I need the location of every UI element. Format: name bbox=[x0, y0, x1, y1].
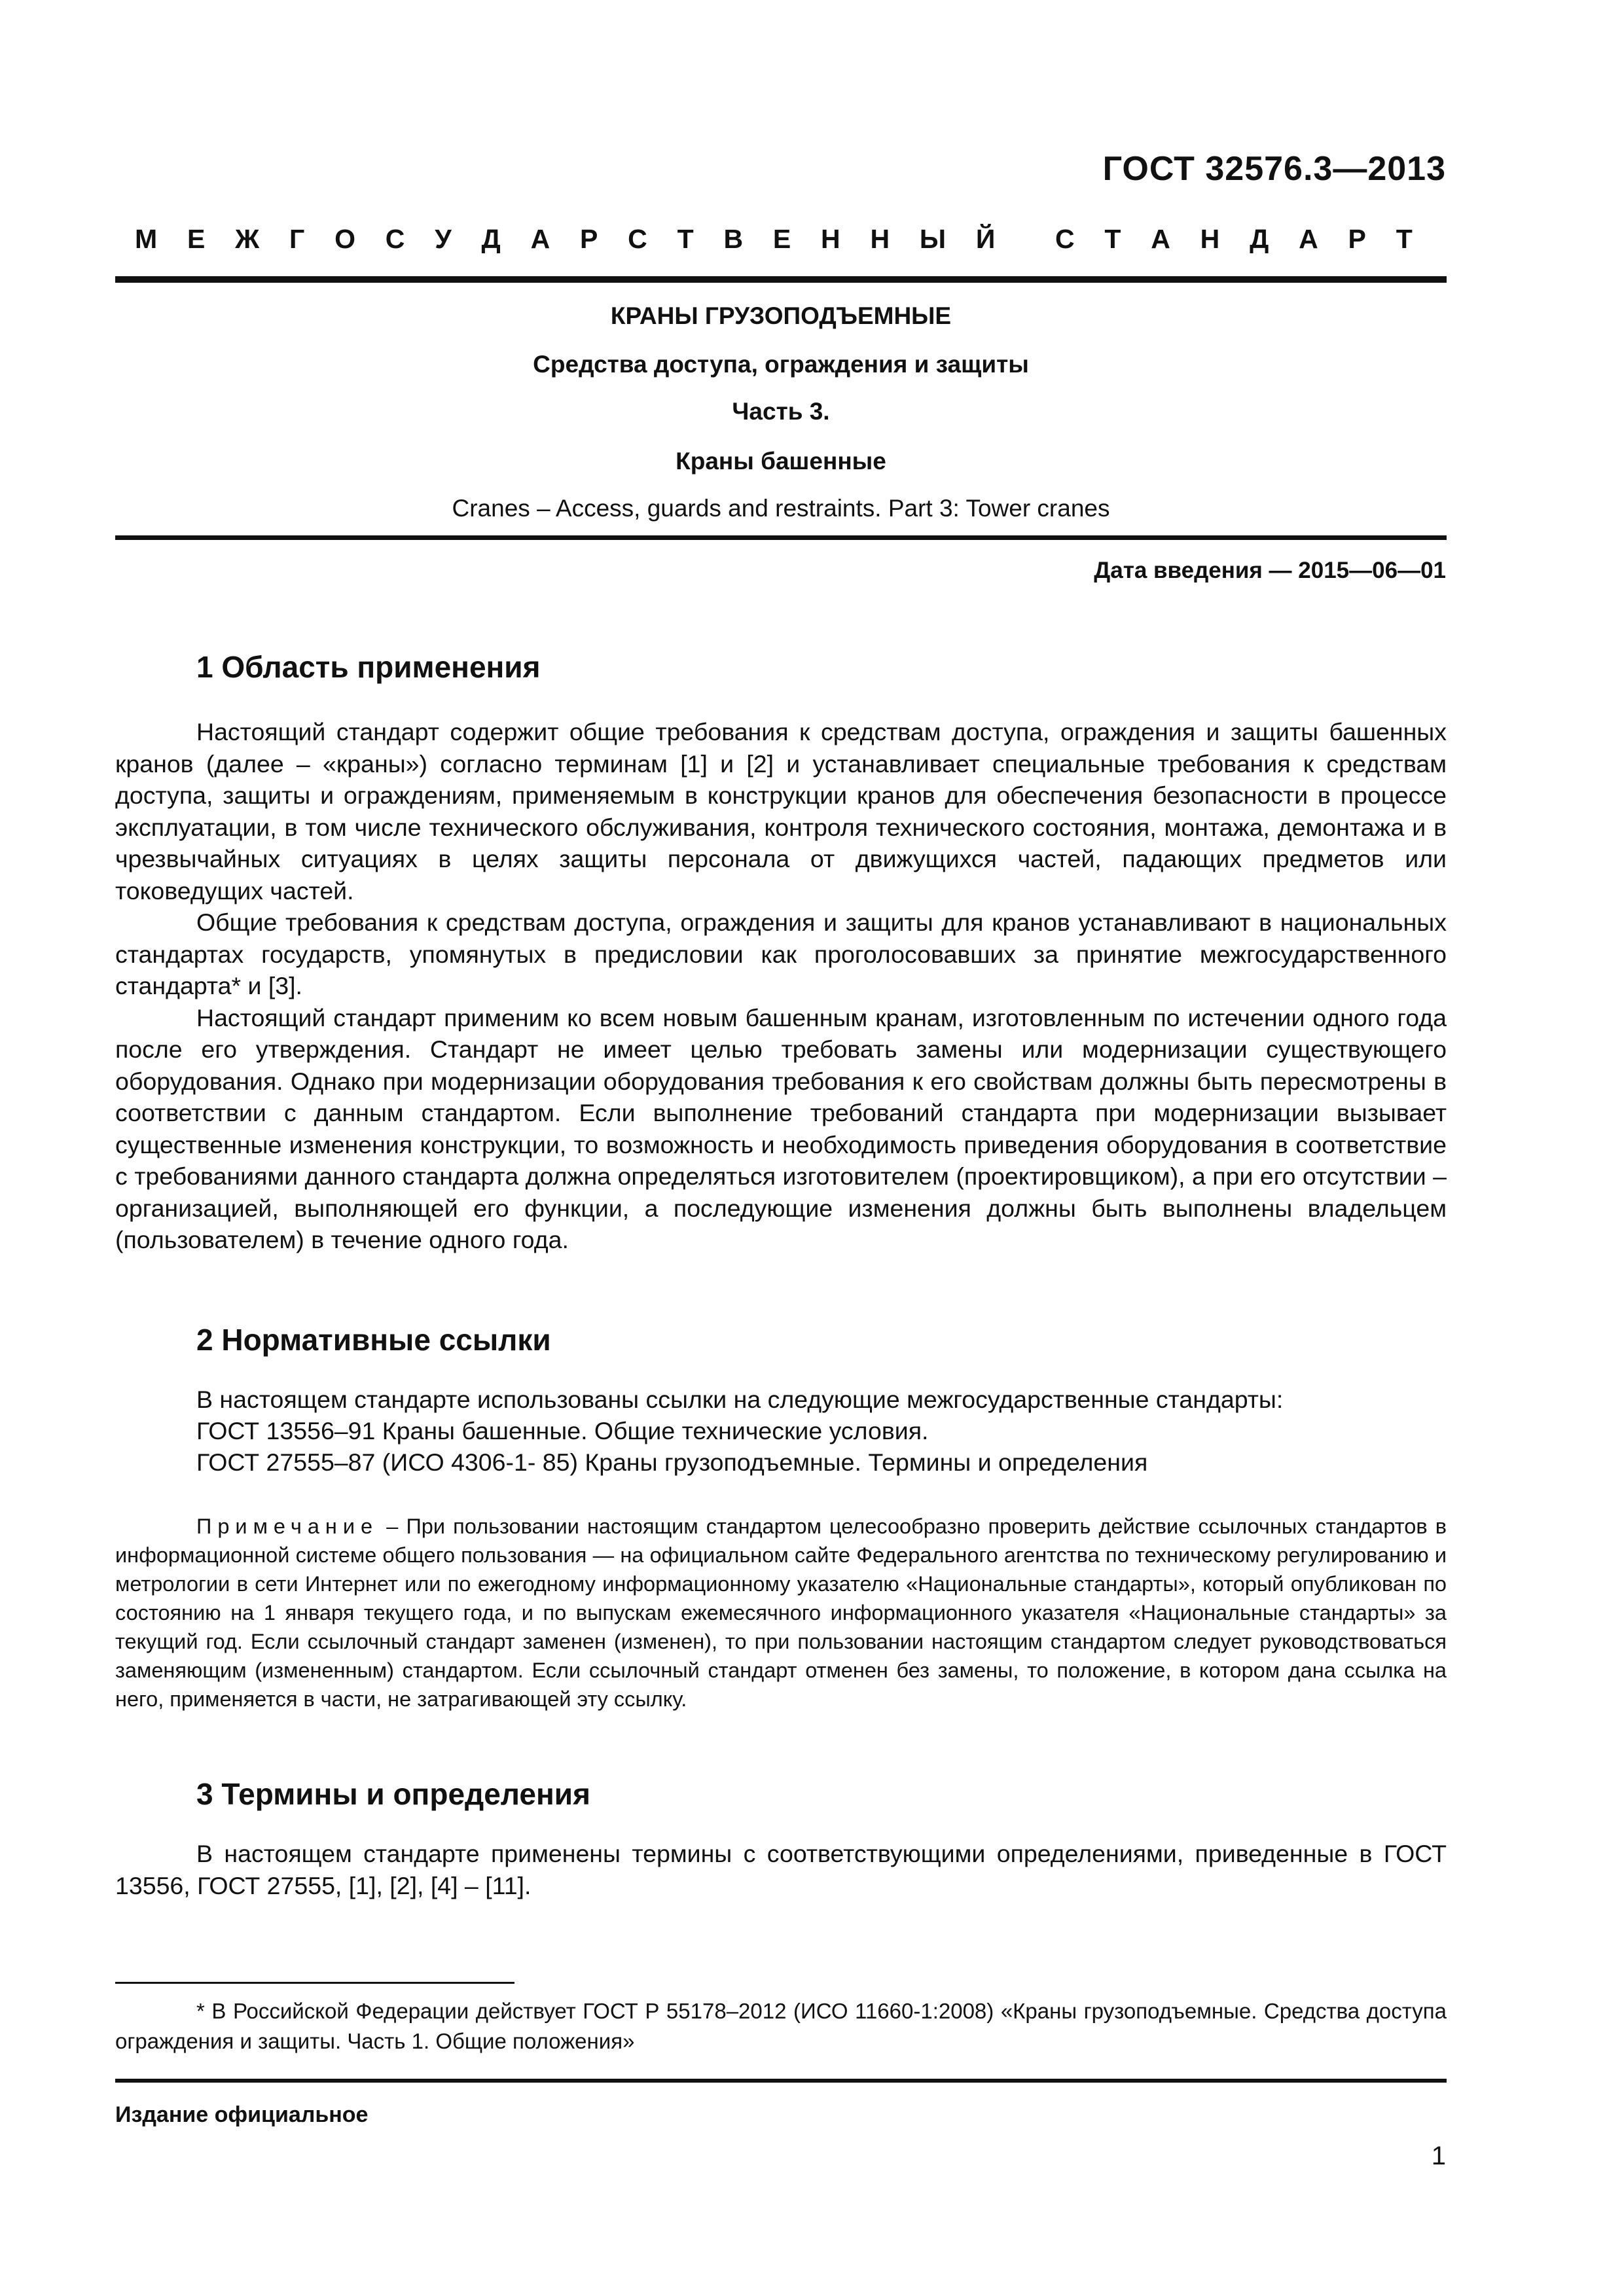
normative-references-list bbox=[196, 1384, 1283, 1478]
banner-letter: Р bbox=[1348, 224, 1366, 254]
section-body-scope bbox=[115, 716, 1447, 1256]
title-divider bbox=[115, 535, 1447, 540]
banner-letter: Т bbox=[1396, 224, 1413, 254]
footnote-text: * В Российской Федерации действует ГОСТ Р 55178–2012 (ИСО 11660-1:2008) «Краны грузоподъемные. Средства доступа ограждения и защиты. Часть 1. Общие положения» bbox=[115, 1999, 1447, 2053]
footer-divider bbox=[115, 2079, 1447, 2083]
title-part-name: Краны башенные bbox=[676, 448, 886, 475]
banner-letter: Й bbox=[975, 224, 996, 254]
banner-letter: С bbox=[628, 224, 647, 254]
banner-letter: С bbox=[385, 224, 405, 254]
banner-letter: А bbox=[1151, 224, 1170, 254]
banner-letter: Д bbox=[1250, 224, 1269, 254]
banner-letter: Н bbox=[870, 224, 890, 254]
banner-letter: О bbox=[334, 224, 355, 254]
footnote bbox=[115, 1996, 1447, 2056]
banner-letter: Д bbox=[481, 224, 501, 254]
banner-letter: Т bbox=[677, 224, 694, 254]
note-paragraph bbox=[115, 1512, 1447, 1713]
banner-letter: М bbox=[135, 224, 158, 254]
reference-item: ГОСТ 27555–87 (ИСО 4306-1- 85) Краны грузоподъемные. Термины и определения bbox=[196, 1448, 1148, 1476]
banner-letter: В bbox=[723, 224, 744, 254]
banner-letter: Е bbox=[187, 224, 206, 254]
reference-item: ГОСТ 13556–91 Краны башенные. Общие технические условия. bbox=[196, 1417, 929, 1444]
paragraph: Общие требования к средствам доступа, ограждения и защиты для кранов устанавливают в национальных стандартах государств, упомянутых в предисловии как проголосовавших за принятие межгосударственного стандарта* и [3]. bbox=[115, 908, 1447, 999]
banner-letter: А bbox=[530, 224, 550, 254]
introduction-date: Дата введения — 2015—06—01 bbox=[1094, 558, 1446, 583]
banner-letter: У bbox=[435, 224, 452, 254]
interstate-standard-banner bbox=[135, 224, 1413, 255]
section-heading-normative-references: 2 Нормативные ссылки bbox=[196, 1323, 551, 1357]
page-number: 1 bbox=[1431, 2142, 1446, 2170]
banner-letter: Т bbox=[1104, 224, 1121, 254]
banner-letter: Н bbox=[1200, 224, 1220, 254]
banner-letter: Н bbox=[821, 224, 840, 254]
title-english: Cranes – Access, guards and restraints. Part 3: Tower cranes bbox=[452, 495, 1110, 522]
paragraph: В настоящем стандарте применены термины с соответствующими определениями, приведенные в ГОСТ 13556, ГОСТ 27555, [1], [2], [4] – [11]. bbox=[115, 1840, 1447, 1899]
banner-letter: Г bbox=[289, 224, 305, 254]
header-divider bbox=[115, 276, 1447, 283]
title-part: Часть 3. bbox=[732, 398, 830, 425]
note-block bbox=[115, 1512, 1447, 1713]
title-subtitle: Средства доступа, ограждения и защиты bbox=[533, 351, 1029, 378]
banner-letter: А bbox=[1299, 224, 1318, 254]
paragraph: Настоящий стандарт применим ко всем новым башенным кранам, изготовленным по истечении одного года после его утверждения. Стандарт не имеет целью требовать замены или модернизации существующего оборудования. Однако при модернизации оборудования требования к его свойствам должны быть пересмотрены в соответствии с данным стандартом. Если выполнение требований стандарта при модернизации вызывает существенные изменения конструкции, то возможность и необходимость приведения оборудования в соответствие с требованиями данного стандарта должна определяться изготовителем (проектировщиком), а при его отсутствии – организацией, выполняющей его функции, а последующие изменения должны быть выполнены владельцем (пользователем) в течение одного года. bbox=[115, 1003, 1447, 1253]
references-intro: В настоящем стандарте использованы ссылки на следующие межгосударственные стандарты: bbox=[196, 1386, 1284, 1413]
title-main: КРАНЫ ГРУЗОПОДЪЕМНЫЕ bbox=[610, 302, 952, 329]
section-heading-terms: 3 Термины и определения bbox=[196, 1777, 590, 1811]
section-heading-scope: 1 Область применения bbox=[196, 650, 541, 684]
note-text: – При пользовании настоящим стандартом целесообразно проверить действие ссылочных стандартов в информационной системе общего пользования — на официальном сайте Федерального агентства по техническому регулированию и метрологии в сети Интернет или по ежегодному информационному указателю «Национальные стандарты», который опубликован по состоянию на 1 января текущего года, и по выпускам ежемесячного информационного указателя «Национальные стандарты» за текущий год. Если ссылочный стандарт заменен (изменен), то при пользовании настоящим стандартом следует руководствоваться заменяющим (измененным) стандартом. Если ссылочный стандарт отменен без замены, то положение, в котором дана ссылка на него, применяется в части, не затрагивающей эту ссылку. bbox=[115, 1515, 1447, 1711]
banner-letter: Е bbox=[772, 224, 791, 254]
paragraph: Настоящий стандарт содержит общие требования к средствам доступа, ограждения и защиты башенных кранов (далее – «краны») согласно терминам [1] и [2] и устанавливает специальные требования к средствам доступа, защиты и ограждениям, применяемым в конструкции кранов для обеспечения безопасности в процессе эксплуатации, в том числе технического обслуживания, контроля технического состояния, монтажа, демонтажа и в чрезвычайных ситуациях в целях защиты персонала от движущихся частей, падающих предметов или токоведущих частей. bbox=[115, 718, 1447, 905]
note-label: Примечание bbox=[196, 1515, 379, 1538]
banner-letter: Ы bbox=[919, 224, 947, 254]
section-body-terms bbox=[115, 1838, 1447, 1901]
banner-letter: Р bbox=[580, 224, 598, 254]
document-number: ГОСТ 32576.3—2013 bbox=[1102, 150, 1446, 188]
banner-letter: С bbox=[1055, 224, 1075, 254]
banner-letter: Ж bbox=[235, 224, 260, 254]
footnote-separator bbox=[115, 1982, 514, 1984]
official-edition-label: Издание официальное bbox=[115, 2102, 369, 2127]
